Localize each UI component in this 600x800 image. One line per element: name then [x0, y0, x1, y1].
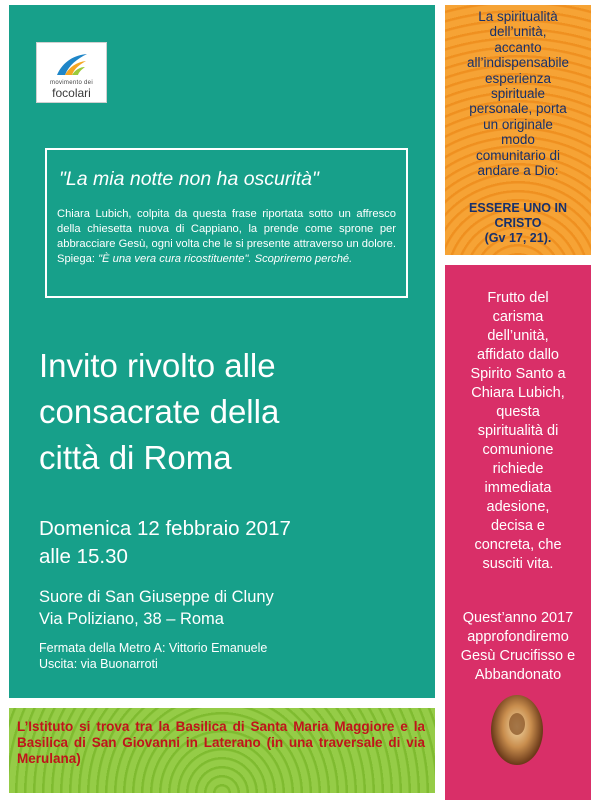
- bible-reference: (Gv 17, 21).: [484, 231, 552, 245]
- spirituality-line: La spiritualità: [478, 9, 558, 24]
- spirituality-line: modo: [501, 132, 535, 148]
- quote-text-italic: "È una vera cura ricostituente". Scopriremo perché.: [98, 253, 353, 265]
- charism-line: decisa e: [490, 518, 545, 534]
- charism-box: [445, 265, 591, 800]
- charism-line: adesione,: [486, 499, 550, 515]
- invite-title-line-1: Invito rivolto alle: [39, 347, 276, 384]
- spirituality-line: personale, porta: [469, 101, 567, 117]
- theme-line: approfondiremo: [467, 629, 569, 645]
- charism-line: comunione: [482, 442, 554, 458]
- quote-text: [57, 207, 396, 267]
- charism-line: Spirito Santo a: [470, 366, 566, 382]
- charism-line: immediata: [484, 480, 552, 496]
- spirituality-line: accanto: [494, 39, 542, 55]
- charism-line: concreta, che: [474, 537, 562, 553]
- charism-line: susciti vita.: [482, 556, 554, 572]
- crucifix-portrait-image: [491, 695, 543, 765]
- event-place-name: Suore di San Giuseppe di Cluny: [39, 588, 274, 606]
- charism-line: Chiara Lubich,: [471, 385, 565, 401]
- charism-line: carisma: [492, 309, 544, 325]
- event-place-address: Via Poliziano, 38 – Roma: [39, 610, 224, 628]
- focolari-logo: [36, 42, 107, 103]
- invite-title-line-3: città di Roma: [39, 439, 232, 476]
- spirituality-line: comunitario di: [475, 147, 561, 163]
- theme-line: Gesù Crucifisso e: [460, 648, 576, 664]
- spirituality-line: dell’unità,: [489, 24, 547, 40]
- main-invitation-panel: [9, 5, 435, 698]
- quote-text-body: Chiara Lubich, colpita da questa frase riportata sotto un affresco della chiesetta nuova di Cappiano, la prende come sprone per abbracciare Gesù, ogni volta che le si presente attraverso un dolore. Spiega:: [57, 208, 396, 265]
- focolari-logo-icon: [55, 51, 89, 77]
- invite-title: [39, 343, 429, 481]
- event-time-text: alle 15.30: [39, 545, 128, 568]
- charism-line: questa: [496, 404, 540, 420]
- metro-stop: Fermata della Metro A: Vittorio Emanuele: [39, 641, 268, 655]
- theme-text: [449, 609, 587, 685]
- logo-name-text: focolari: [52, 86, 91, 100]
- invite-title-line-2: consacrate della: [39, 393, 280, 430]
- spirituality-box: [445, 5, 591, 255]
- spirituality-line: spirituale: [490, 86, 546, 102]
- location-text: L’Istituto si trova tra la Basilica di Santa Maria Maggiore e la Basilica di San Giovanni in Laterano (in una traversale di via Merulana): [17, 719, 425, 766]
- spirituality-line: un originale: [483, 116, 553, 132]
- location-box: [9, 708, 435, 793]
- quote-title: "La mia notte non ha oscurità": [59, 168, 319, 190]
- spirituality-text: [451, 9, 585, 178]
- logo-small-text: movimento dei: [50, 80, 93, 86]
- metro-info: [39, 640, 429, 672]
- theme-line: Abbandonato: [474, 667, 562, 683]
- emphasis-line: ESSERE UNO IN: [469, 201, 567, 215]
- event-date: [39, 515, 429, 571]
- charism-line: affidato dallo: [477, 347, 559, 363]
- spirituality-line: esperienza: [484, 70, 552, 86]
- charism-line: spiritualità di: [477, 423, 559, 439]
- spirituality-line: andare a Dio:: [477, 163, 559, 179]
- quote-box: [45, 148, 408, 298]
- charism-line: richiede: [492, 461, 544, 477]
- portrait-face: [509, 713, 525, 735]
- emphasis-line: CRISTO: [494, 216, 542, 230]
- theme-line: Quest’anno 2017: [462, 610, 574, 626]
- spirituality-emphasis: [451, 201, 585, 246]
- charism-line: Frutto del: [487, 290, 549, 306]
- spirituality-line: all’indispensabile: [466, 55, 570, 71]
- metro-exit: Uscita: via Buonarroti: [39, 657, 158, 671]
- charism-text: [451, 289, 585, 574]
- charism-line: dell’unità,: [487, 328, 549, 344]
- event-date-text: Domenica 12 febbraio 2017: [39, 517, 291, 540]
- event-place: [39, 586, 429, 630]
